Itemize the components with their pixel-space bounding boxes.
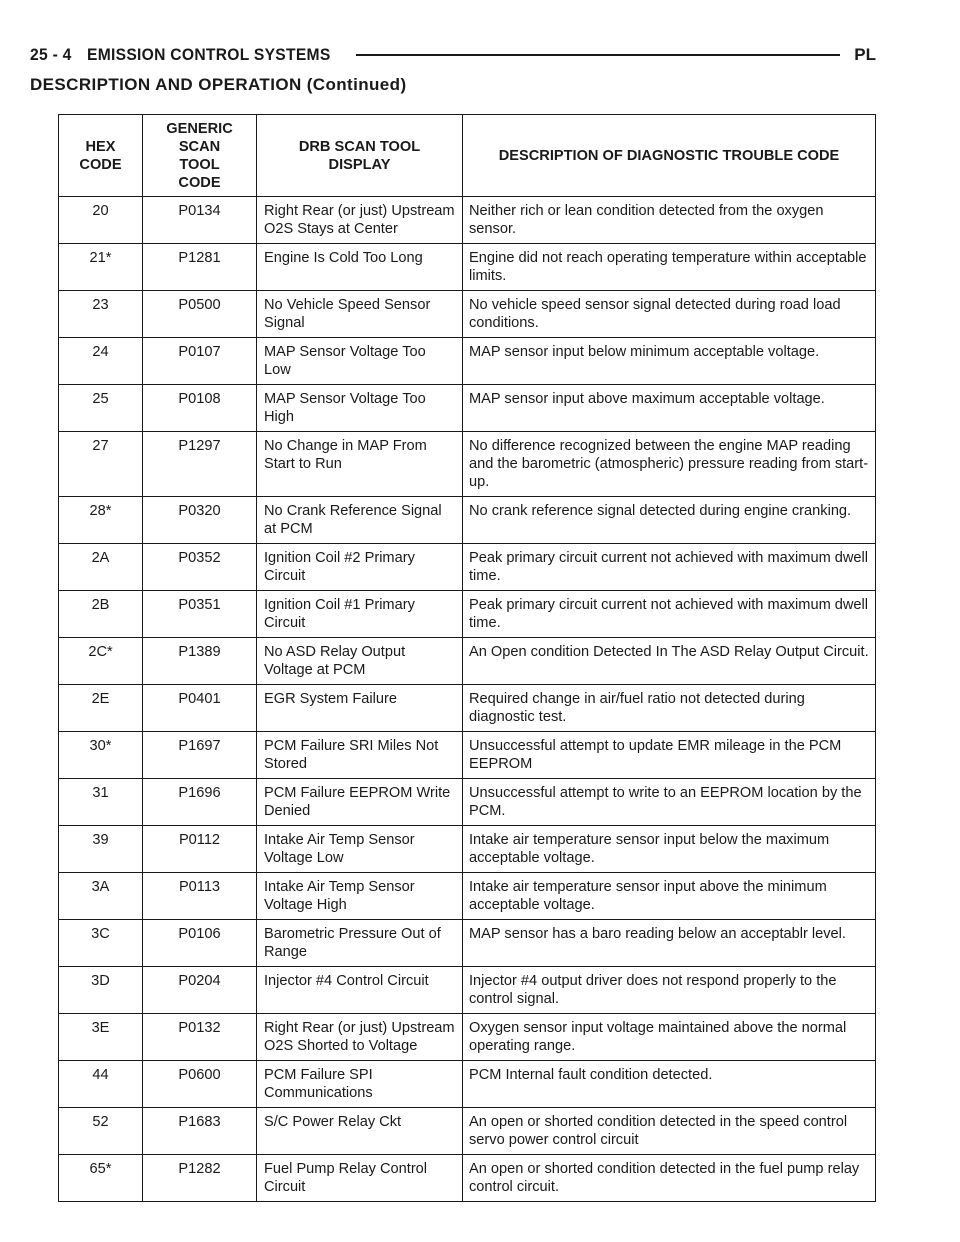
- table-row: [59, 1014, 876, 1061]
- table-body: [59, 197, 876, 1202]
- generic-code-cell: P0204: [143, 967, 257, 1014]
- page-subtitle: DESCRIPTION AND OPERATION (Continued): [30, 75, 407, 94]
- model-code: PL: [854, 45, 876, 64]
- hex-code-cell: 25: [59, 385, 143, 432]
- generic-code-cell: P0134: [143, 197, 257, 244]
- description-cell: Unsuccessful attempt to update EMR mileage in the PCM EEPROM: [463, 732, 876, 779]
- header-hex-code: HEX CODE: [59, 115, 143, 197]
- drb-display-cell: Right Rear (or just) Upstream O2S Shorted to Voltage: [257, 1014, 463, 1061]
- description-cell: MAP sensor has a baro reading below an acceptablr level.: [463, 920, 876, 967]
- hex-code-cell: 2B: [59, 591, 143, 638]
- table-row: [59, 197, 876, 244]
- description-cell: Peak primary circuit current not achieved with maximum dwell time.: [463, 591, 876, 638]
- drb-display-cell: No Change in MAP From Start to Run: [257, 432, 463, 497]
- hex-code-cell: 30*: [59, 732, 143, 779]
- table-header-row: [59, 115, 876, 197]
- description-cell: No difference recognized between the engine MAP reading and the barometric (atmospheric) pressure reading from start-up.: [463, 432, 876, 497]
- drb-display-cell: S/C Power Relay Ckt: [257, 1108, 463, 1155]
- table-row: [59, 591, 876, 638]
- hex-code-cell: 3E: [59, 1014, 143, 1061]
- table-row: [59, 779, 876, 826]
- description-cell: MAP sensor input below minimum acceptable voltage.: [463, 338, 876, 385]
- hex-code-cell: 21*: [59, 244, 143, 291]
- drb-display-cell: PCM Failure SRI Miles Not Stored: [257, 732, 463, 779]
- generic-code-cell: P0320: [143, 497, 257, 544]
- table-row: [59, 1155, 876, 1202]
- hex-code-cell: 52: [59, 1108, 143, 1155]
- drb-display-cell: Right Rear (or just) Upstream O2S Stays at Center: [257, 197, 463, 244]
- hex-code-cell: 27: [59, 432, 143, 497]
- table-row: [59, 967, 876, 1014]
- hex-code-cell: 2C*: [59, 638, 143, 685]
- description-cell: Intake air temperature sensor input above the minimum acceptable voltage.: [463, 873, 876, 920]
- description-cell: Intake air temperature sensor input below the maximum acceptable voltage.: [463, 826, 876, 873]
- description-cell: An open or shorted condition detected in the fuel pump relay control circuit.: [463, 1155, 876, 1202]
- generic-code-cell: P1281: [143, 244, 257, 291]
- table-row: [59, 638, 876, 685]
- description-cell: Injector #4 output driver does not respond properly to the control signal.: [463, 967, 876, 1014]
- table-row: [59, 432, 876, 497]
- generic-code-cell: P0107: [143, 338, 257, 385]
- hex-code-cell: 3C: [59, 920, 143, 967]
- table-row: [59, 873, 876, 920]
- generic-code-cell: P0500: [143, 291, 257, 338]
- generic-code-cell: P1297: [143, 432, 257, 497]
- description-cell: Peak primary circuit current not achieved with maximum dwell time.: [463, 544, 876, 591]
- drb-display-cell: Ignition Coil #1 Primary Circuit: [257, 591, 463, 638]
- generic-code-cell: P0600: [143, 1061, 257, 1108]
- description-cell: No crank reference signal detected during engine cranking.: [463, 497, 876, 544]
- description-cell: Oxygen sensor input voltage maintained above the normal operating range.: [463, 1014, 876, 1061]
- header-description: DESCRIPTION OF DIAGNOSTIC TROUBLE CODE: [463, 115, 876, 197]
- table-row: [59, 385, 876, 432]
- table-row: [59, 1108, 876, 1155]
- description-cell: Unsuccessful attempt to write to an EEPROM location by the PCM.: [463, 779, 876, 826]
- drb-display-cell: Barometric Pressure Out of Range: [257, 920, 463, 967]
- hex-code-cell: 39: [59, 826, 143, 873]
- section-title: EMISSION CONTROL SYSTEMS: [87, 45, 331, 64]
- table-row: [59, 732, 876, 779]
- drb-display-cell: PCM Failure EEPROM Write Denied: [257, 779, 463, 826]
- drb-display-cell: No ASD Relay Output Voltage at PCM: [257, 638, 463, 685]
- header-rule: [356, 54, 840, 56]
- generic-code-cell: P1683: [143, 1108, 257, 1155]
- hex-code-cell: 2A: [59, 544, 143, 591]
- drb-display-cell: Ignition Coil #2 Primary Circuit: [257, 544, 463, 591]
- drb-display-cell: MAP Sensor Voltage Too Low: [257, 338, 463, 385]
- generic-code-cell: P0132: [143, 1014, 257, 1061]
- drb-display-cell: PCM Failure SPI Communications: [257, 1061, 463, 1108]
- page-header: [30, 44, 876, 66]
- table-row: [59, 544, 876, 591]
- hex-code-cell: 20: [59, 197, 143, 244]
- description-cell: Required change in air/fuel ratio not detected during diagnostic test.: [463, 685, 876, 732]
- table-row: [59, 338, 876, 385]
- hex-code-cell: 3D: [59, 967, 143, 1014]
- header-drb-scan-tool-display: DRB SCAN TOOL DISPLAY: [257, 115, 463, 197]
- table-row: [59, 685, 876, 732]
- table-row: [59, 291, 876, 338]
- hex-code-cell: 44: [59, 1061, 143, 1108]
- generic-code-cell: P0112: [143, 826, 257, 873]
- generic-code-cell: P0106: [143, 920, 257, 967]
- table-row: [59, 920, 876, 967]
- hex-code-cell: 31: [59, 779, 143, 826]
- generic-code-cell: P1389: [143, 638, 257, 685]
- description-cell: Neither rich or lean condition detected from the oxygen sensor.: [463, 197, 876, 244]
- hex-code-cell: 65*: [59, 1155, 143, 1202]
- drb-display-cell: MAP Sensor Voltage Too High: [257, 385, 463, 432]
- generic-code-cell: P1282: [143, 1155, 257, 1202]
- table-row: [59, 1061, 876, 1108]
- drb-display-cell: Intake Air Temp Sensor Voltage High: [257, 873, 463, 920]
- table-row: [59, 244, 876, 291]
- drb-display-cell: Intake Air Temp Sensor Voltage Low: [257, 826, 463, 873]
- description-cell: An open or shorted condition detected in the speed control servo power control circuit: [463, 1108, 876, 1155]
- dtc-table: [58, 114, 876, 1202]
- page-number: 25 - 4: [30, 45, 72, 64]
- table-row: [59, 826, 876, 873]
- generic-code-cell: P0401: [143, 685, 257, 732]
- description-cell: PCM Internal fault condition detected.: [463, 1061, 876, 1108]
- drb-display-cell: No Vehicle Speed Sensor Signal: [257, 291, 463, 338]
- drb-display-cell: No Crank Reference Signal at PCM: [257, 497, 463, 544]
- hex-code-cell: 2E: [59, 685, 143, 732]
- generic-code-cell: P0352: [143, 544, 257, 591]
- drb-display-cell: Injector #4 Control Circuit: [257, 967, 463, 1014]
- description-cell: MAP sensor input above maximum acceptable voltage.: [463, 385, 876, 432]
- drb-display-cell: Fuel Pump Relay Control Circuit: [257, 1155, 463, 1202]
- hex-code-cell: 24: [59, 338, 143, 385]
- hex-code-cell: 23: [59, 291, 143, 338]
- description-cell: An Open condition Detected In The ASD Relay Output Circuit.: [463, 638, 876, 685]
- table-row: [59, 497, 876, 544]
- generic-code-cell: P1696: [143, 779, 257, 826]
- description-cell: Engine did not reach operating temperature within acceptable limits.: [463, 244, 876, 291]
- drb-display-cell: Engine Is Cold Too Long: [257, 244, 463, 291]
- hex-code-cell: 3A: [59, 873, 143, 920]
- hex-code-cell: 28*: [59, 497, 143, 544]
- drb-display-cell: EGR System Failure: [257, 685, 463, 732]
- description-cell: No vehicle speed sensor signal detected during road load conditions.: [463, 291, 876, 338]
- generic-code-cell: P0351: [143, 591, 257, 638]
- generic-code-cell: P0108: [143, 385, 257, 432]
- header-generic-scan-tool-code: GENERIC SCAN TOOL CODE: [143, 115, 257, 197]
- generic-code-cell: P0113: [143, 873, 257, 920]
- generic-code-cell: P1697: [143, 732, 257, 779]
